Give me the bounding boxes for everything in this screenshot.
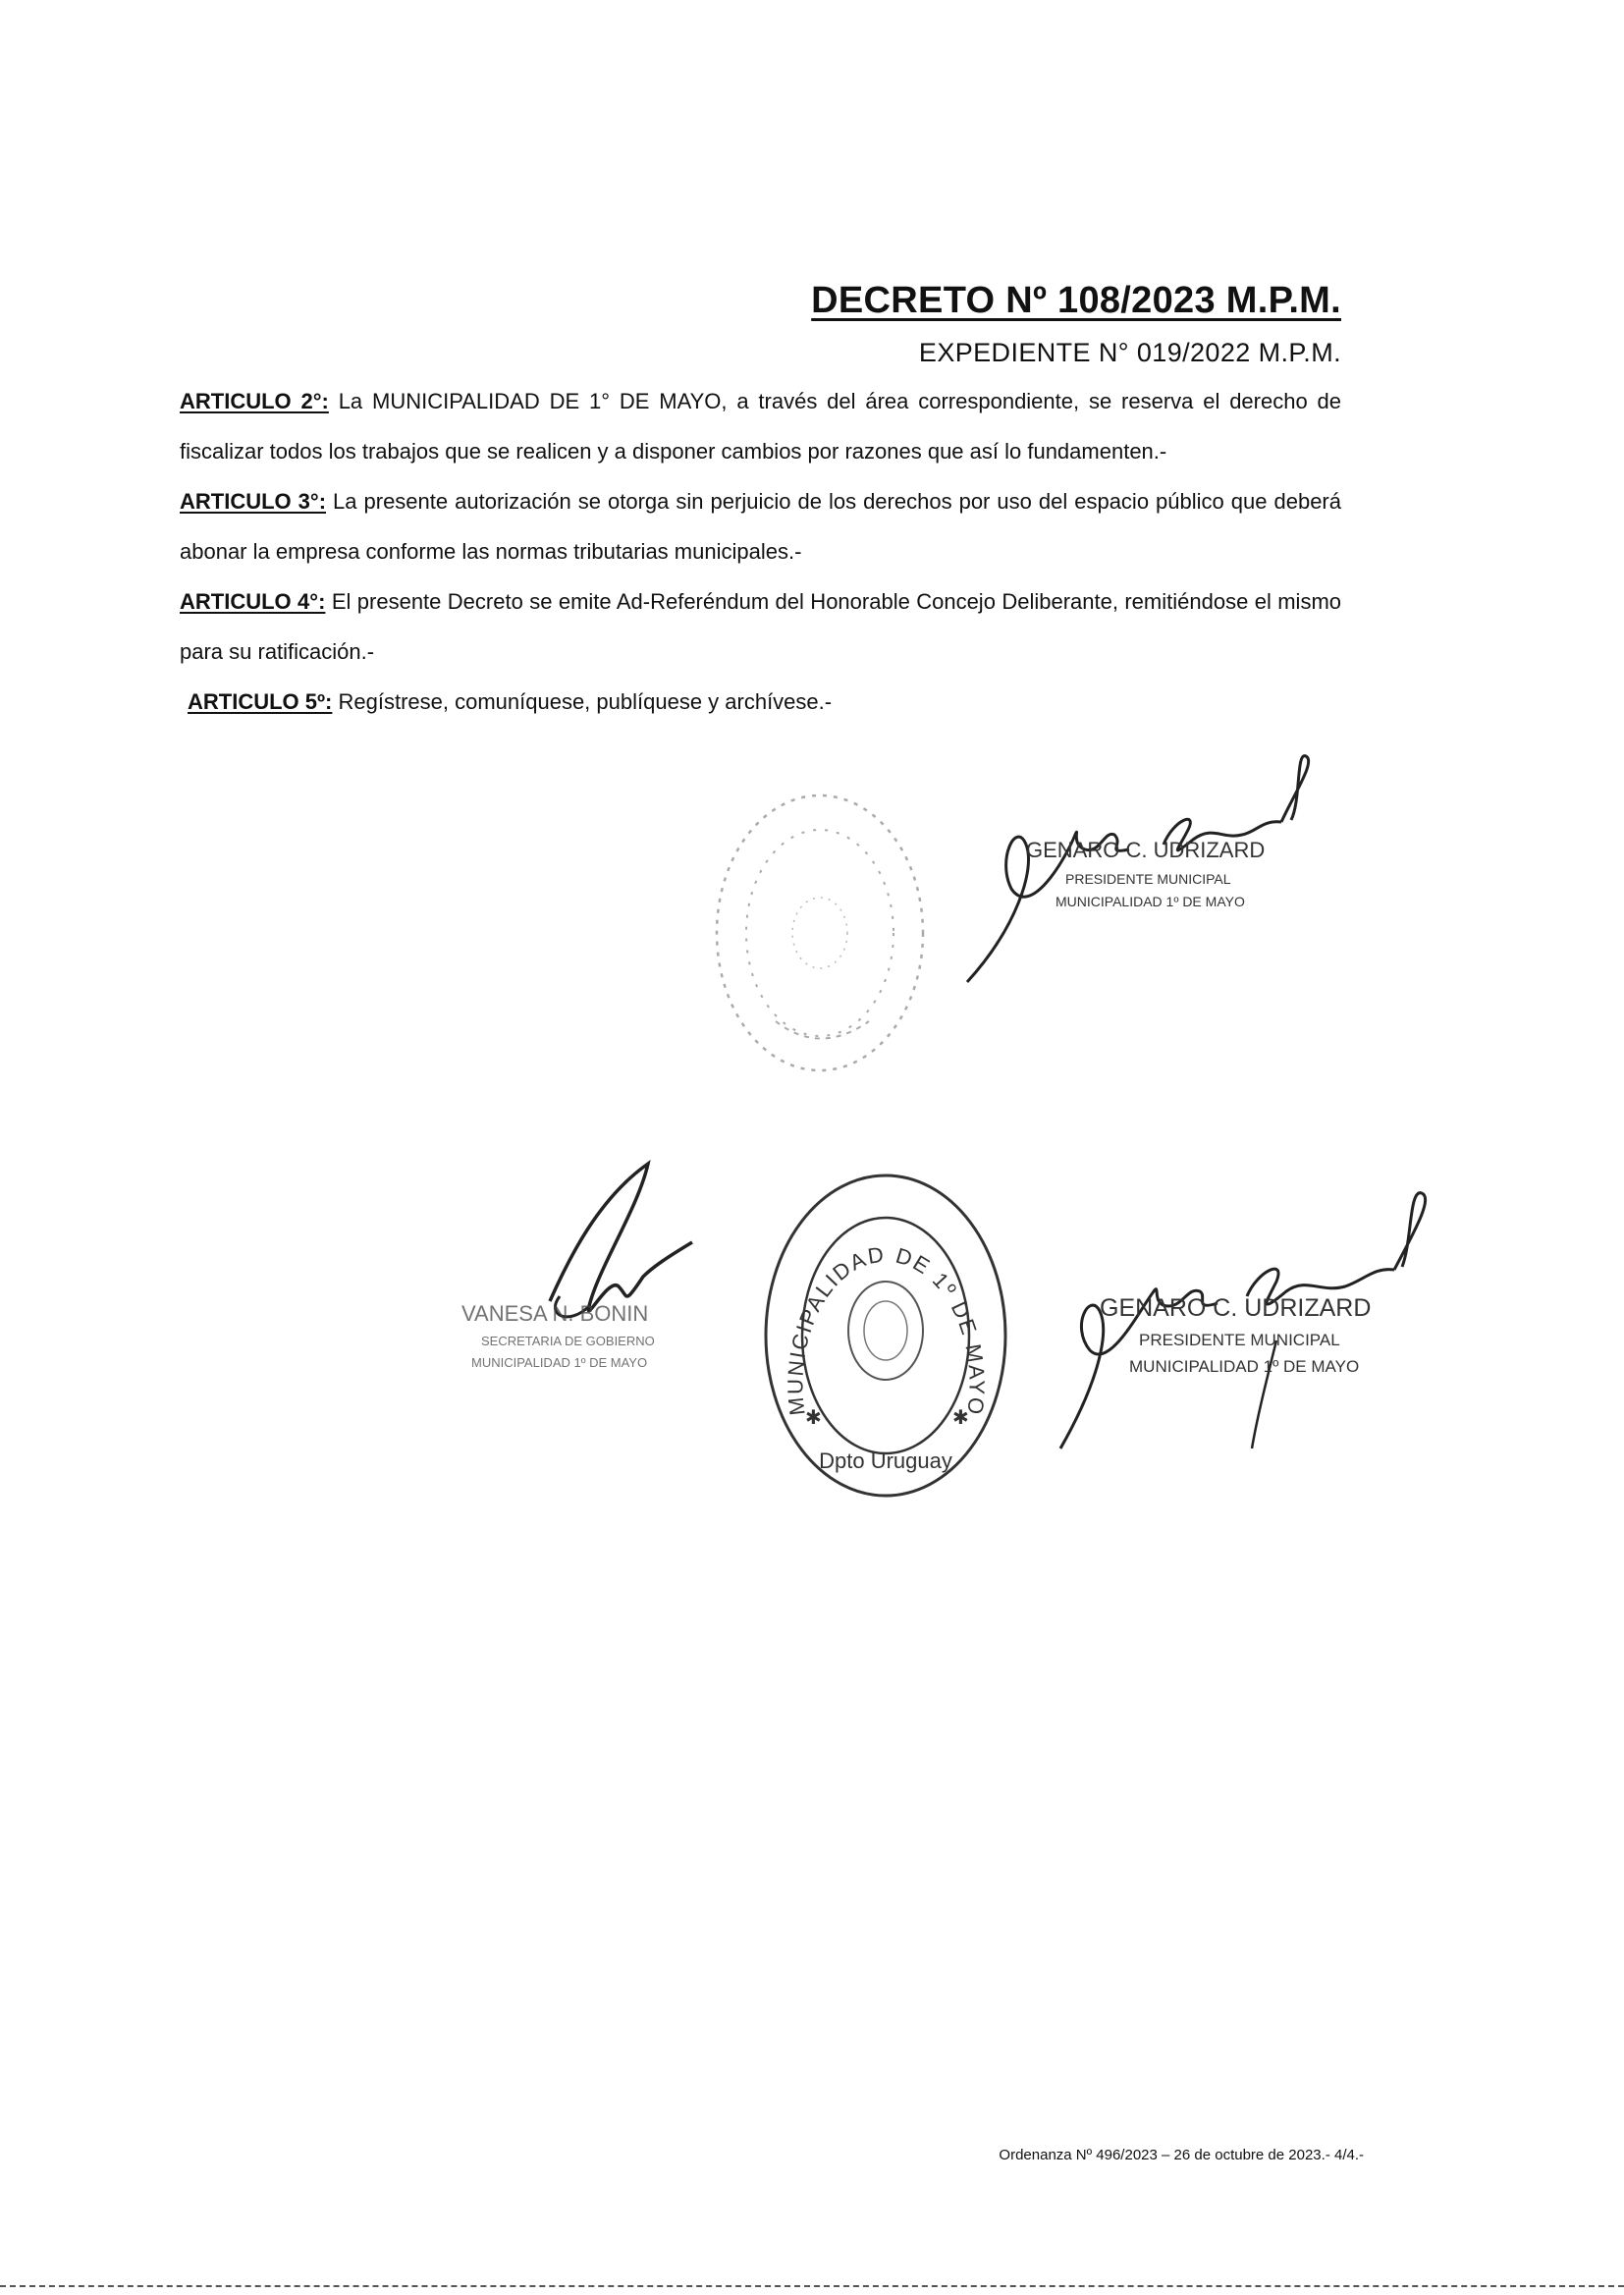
article-label: ARTICULO 5º: [188, 689, 333, 714]
page-footer: Ordenanza Nº 496/2023 – 26 de octubre de 2023.- 4/4.- [999, 2147, 1364, 2163]
article-text: El presente Decreto se emite Ad-Referéndum del Honorable Concejo Deliberante, remitiéndose el mismo para su ratificación.- [180, 589, 1342, 664]
article-3 [180, 476, 1341, 576]
article-text: Regístrese, comuníquese, publíquese y archívese.- [332, 689, 833, 714]
seal-star-icon: ✱ [952, 1407, 969, 1429]
article-4 [180, 576, 1341, 677]
president-signature-bottom [1051, 1183, 1463, 1458]
expediente-number: EXPEDIENTE N° 019/2022 M.P.M. [918, 338, 1341, 367]
faint-municipal-seal [707, 786, 933, 1080]
president-stamp [1100, 1294, 1371, 1376]
article-label: ARTICULO 3°: [180, 489, 327, 514]
stamp-name: GENARO C. UDRIZARD [1100, 1294, 1372, 1322]
seal-star-icon: ✱ [805, 1407, 822, 1429]
scan-edge-line [0, 2285, 1624, 2287]
president-signature-top [957, 751, 1350, 992]
stamp-municipality: MUNICIPALIDAD 1º DE MAYO [471, 1355, 648, 1370]
stamp-municipality: MUNICIPALIDAD 1º DE MAYO [1056, 894, 1245, 909]
stamp-name: VANESA N. BONIN [461, 1301, 649, 1326]
stamp-role: PRESIDENTE MUNICIPAL [1065, 871, 1231, 887]
stamp-name: GENARO C. UDRIZARD [1026, 838, 1266, 862]
seal-ring-text: MUNICIPALIDAD DE 1º DE MAYO [783, 1241, 990, 1418]
article-text: La presente autorización se otorga sin perjuicio de los derechos por uso del espacio público que deberá abonar la empresa conforme las normas tributarias municipales.- [180, 489, 1341, 564]
article-5 [180, 677, 1341, 727]
decree-title: DECRETO Nº 108/2023 M.P.M. [811, 280, 1341, 321]
article-2 [180, 376, 1341, 476]
stamp-role: PRESIDENTE MUNICIPAL [1139, 1331, 1340, 1349]
article-label: ARTICULO 4°: [180, 589, 326, 614]
article-label: ARTICULO 2°: [180, 389, 329, 413]
secretary-signature [452, 1159, 727, 1394]
municipal-seal [761, 1169, 1011, 1503]
stamp-role: SECRETARIA DE GOBIERNO [481, 1334, 655, 1348]
stamp-municipality: MUNICIPALIDAD 1º DE MAYO [1129, 1357, 1360, 1376]
articles-body [180, 376, 1341, 727]
president-stamp [1026, 838, 1265, 909]
article-text: La MUNICIPALIDAD DE 1° DE MAYO, a través del área correspondiente, se reserva el derecho de fiscalizar todos los trabajos que se realicen y a disponer cambios por razones que así lo fundamenten.- [180, 389, 1342, 464]
secretary-stamp [461, 1301, 655, 1370]
seal-bottom-text: Dpto Uruguay [819, 1448, 952, 1473]
